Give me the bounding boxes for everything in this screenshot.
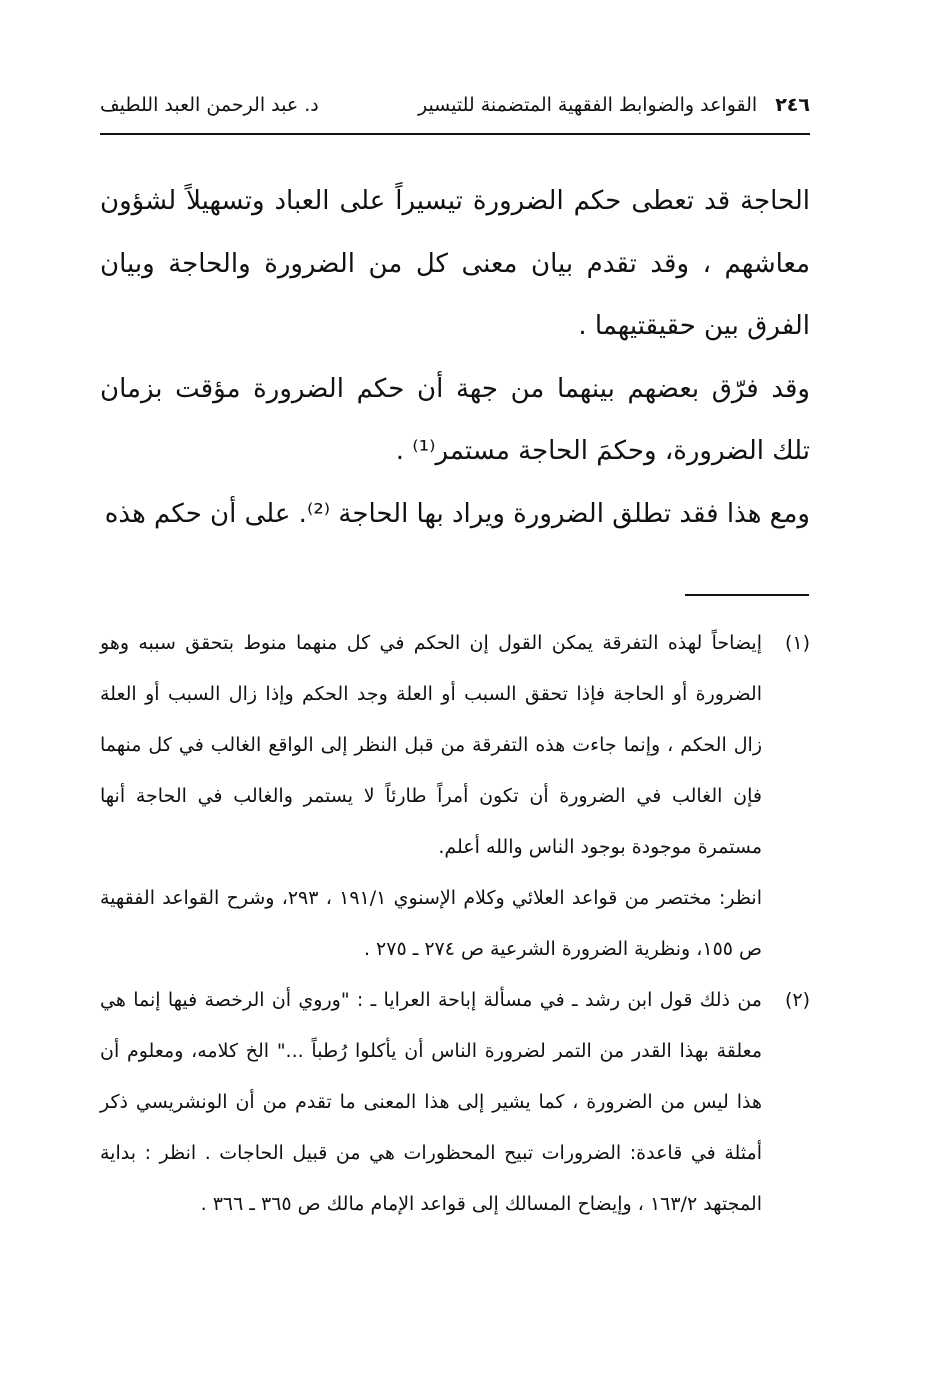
footnote-number: (٢) <box>784 989 810 1011</box>
footnote <box>100 618 810 975</box>
footnotes <box>100 618 810 1230</box>
running-header <box>100 88 810 122</box>
author-name: د. عبد الرحمن العبد اللطيف <box>100 94 319 116</box>
footnote-number: (١) <box>784 632 810 654</box>
header-divider <box>100 133 810 135</box>
body-paragraph: ومع هذا فقد تطلق الضرورة ويراد بها الحاجة ⁽²⁾. على أن حكم هذه <box>104 498 810 529</box>
body-paragraph: الحاجة قد تعطى حكم الضرورة تيسيراً على العباد وتسهيلاً لشؤون معاشهم ، وقد تقدم بيان معنى كل من الضرورة والحاجة وبيان الفرق بين حقيقتيهما . <box>100 186 810 341</box>
footnote-divider <box>685 594 809 596</box>
footnote-text: من ذلك قول ابن رشد ـ في مسألة إباحة العرايا ـ : "وروي أن الرخصة فيها إنما هي معلقة بهذا القدر من التمر لضرورة الناس أن يأكلوا رُطباً ..." الخ كلامه، ومعلوم أن هذا ليس من الضرورة ، كما يشير إلى هذا المعنى ما تقدم من أن الونشريسي ذكر أمثلة في قاعدة: الضرورات تبيح المحظورات هي من قبيل الحاجات . انظر : بداية المجتهد ١٦٣/٢ ، وإيضاح المسالك إلى قواعد الإمام مالك ص ٣٦٥ ـ ٣٦٦ . <box>100 989 762 1215</box>
footnote-reference: انظر: مختصر من قواعد العلائي وكلام الإسنوي ١٩١/١ ، ٢٩٣، وشرح القواعد الفقهية ص ١٥٥، ونظرية الضرورة الشرعية ص ٢٧٤ ـ ٢٧٥ . <box>100 887 762 960</box>
footnote <box>100 975 810 1230</box>
book-title: القواعد والضوابط الفقهية المتضمنة للتيسير <box>417 94 758 116</box>
main-text <box>100 170 810 545</box>
page-number: ٢٤٦ <box>775 94 810 116</box>
footnote-text: إيضاحاً لهذه التفرقة يمكن القول إن الحكم في كل منهما منوط بتحقق سببه وهو الضرورة أو الحاجة فإذا تحقق السبب أو العلة وجد الحكم وإذا زال السبب أو العلة زال الحكم ، وإنما جاءت هذه التفرقة من قبل النظر إلى الواقع الغالب في كل منهما فإن الغالب في الضرورة أن تكون أمراً طارئاً لا يستمر والغالب في الحاجة أنها مستمرة موجودة بوجود الناس والله أعلم. <box>100 632 762 858</box>
body-paragraph: وقد فرّق بعضهم بينهما من جهة أن حكم الضرورة مؤقت بزمان تلك الضرورة، وحكمَ الحاجة مستمر⁽¹⁾ . <box>100 373 810 466</box>
